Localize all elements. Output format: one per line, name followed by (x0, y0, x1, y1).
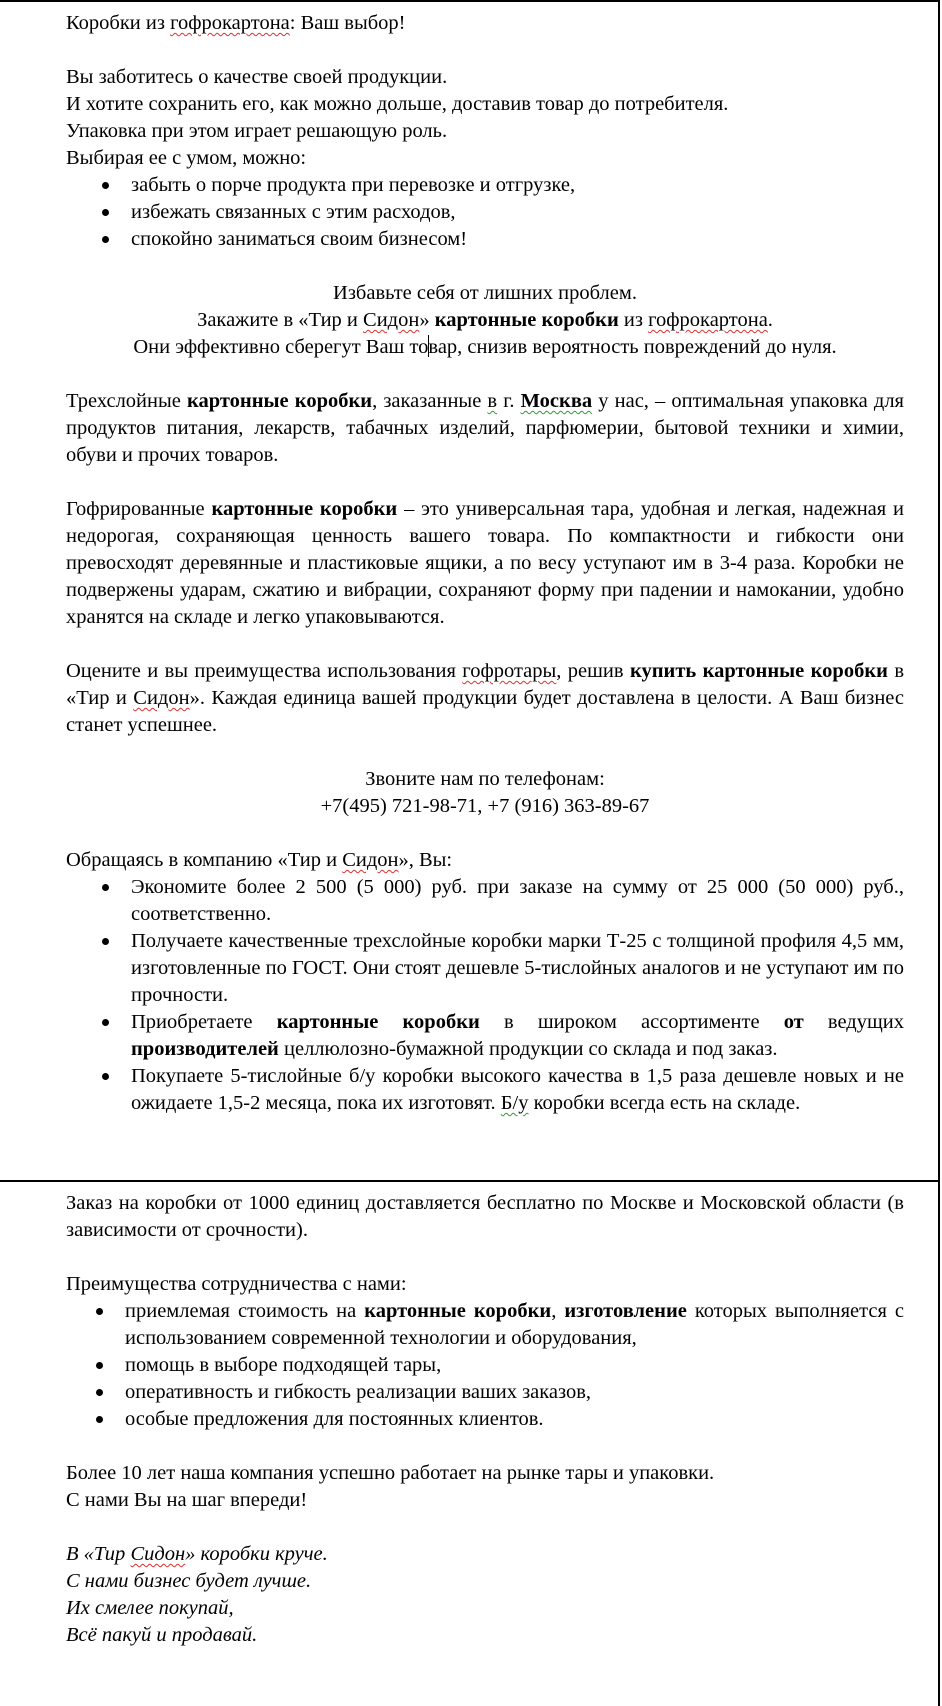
list-item[interactable]: Получаете качественные трехслойные коробки марки Т-25 с толщиной профиля 4,5 мм, изготовленные по ГОСТ. Они стоят дешевле 5-тислойных аналогов и не уступают им по прочности. (66, 928, 904, 1009)
call-us-line[interactable]: Звоните нам по телефонам: (365, 768, 605, 790)
company-benefits-list (66, 874, 904, 1117)
centered-offer (66, 280, 904, 361)
contact-block (66, 766, 904, 820)
company-intro[interactable]: Обращаясь в компанию «Тир и Сидон», Вы: (66, 849, 453, 871)
intro-line[interactable]: Упаковка при этом играет решающую роль. (66, 120, 448, 142)
list-item[interactable]: приемлемая стоимость на картонные коробки, изготовление которых выполняется с использованием современной технологии и оборудования, (66, 1298, 904, 1352)
intro-line[interactable]: Выбирая ее с умом, можно: (66, 147, 307, 169)
offer-line-1[interactable]: Избавьте себя от лишних проблем. (333, 282, 637, 304)
intro-line[interactable]: Вы заботитесь о качестве своей продукции. (66, 66, 448, 88)
list-item[interactable]: избежать связанных с этим расходов, (66, 199, 904, 226)
paragraph-three-layer[interactable]: Трехслойные картонные коробки, заказанные в г. Москва у нас, – оптимальная упаковка для продуктов питания, лекарств, табачных изделий, парфюмерии, бытовой техники и химии, обуви и прочих товаров. (66, 390, 904, 466)
list-item[interactable]: Экономите более 2 500 (5 000) руб. при заказе на сумму от 25 000 (50 000) руб., соответственно. (66, 874, 904, 928)
offer-line-3[interactable]: Они эффективно сберегут Ваш товар, снизив вероятность повреждений до нуля. (133, 336, 837, 358)
spellcheck-word: гофрокартона (170, 12, 290, 34)
benefits-list (66, 172, 904, 253)
closing-line-1[interactable]: Более 10 лет наша компания успешно работает на рынке тары и упаковки. (66, 1462, 715, 1484)
poem-line[interactable]: Их смелее покупай, (66, 1597, 234, 1619)
phone-numbers[interactable]: +7(495) 721-98-71, +7 (916) 363-89-67 (320, 795, 650, 817)
paragraph-advantages[interactable]: Оцените и вы преимущества использования гофротары, решив купить картонные коробки в «Тир и Сидон». Каждая единица вашей продукции будет доставлена в целости. А Ваш бизнес станет успешнее. (66, 660, 904, 736)
closing-line-2[interactable]: С нами Вы на шаг впереди! (66, 1489, 308, 1511)
list-item[interactable]: помощь в выборе подходящей тары, (66, 1352, 904, 1379)
advantages-title[interactable]: Преимущества сотрудничества с нами: (66, 1273, 407, 1295)
list-item[interactable]: Покупаете 5-тислойные б/у коробки высокого качества в 1,5 раза дешевле новых и не ожидаете 1,5-2 месяца, пока их изготовят. Б/у коробки всегда есть на складе. (66, 1063, 904, 1117)
page-right-edge (938, 0, 940, 1706)
list-item[interactable]: оперативность и гибкость реализации ваших заказов, (66, 1379, 904, 1406)
page-top-edge (0, 0, 940, 2)
list-item[interactable]: особые предложения для постоянных клиентов. (66, 1406, 904, 1433)
poem-line[interactable]: В «Тир Сидон» коробки круче. (66, 1543, 328, 1565)
list-item[interactable]: спокойно заниматься своим бизнесом! (66, 226, 904, 253)
poem (66, 1541, 904, 1649)
list-item[interactable]: Приобретаете картонные коробки в широком ассортименте от ведущих производителей целлюлозно-бумажной продукции со склада и под заказ. (66, 1009, 904, 1063)
page-1[interactable] (66, 10, 904, 1117)
list-item[interactable]: забыть о порче продукта при перевозке и отгрузке, (66, 172, 904, 199)
delivery-paragraph[interactable]: Заказ на коробки от 1000 единиц доставляется бесплатно по Москве и Московской области (в зависимости от срочности). (66, 1192, 904, 1241)
intro-line[interactable]: И хотите сохранить его, как можно дольше, доставив товар до потребителя. (66, 93, 729, 115)
document-title[interactable]: Коробки из гофрокартона: Ваш выбор! (66, 12, 406, 34)
offer-line-2[interactable]: Закажите в «Тир и Сидон» картонные коробки из гофрокартона. (197, 309, 773, 331)
page-break-line (0, 1180, 940, 1182)
advantages-list (66, 1298, 904, 1433)
poem-line[interactable]: Всё пакуй и продавай. (66, 1624, 258, 1646)
page-2[interactable] (66, 1190, 904, 1649)
paragraph-corrugated[interactable]: Гофрированные картонные коробки – это универсальная тара, удобная и легкая, надежная и недорогая, сохраняющая ценность вашего товара. По компактности и гибкости они превосходят деревянные и пластиковые ящики, а по весу уступают им в 3-4 раза. Коробки не подвержены ударам, сжатию и вибрации, сохраняют форму при падении и намокании, удобно хранятся на складе и легко упаковываются. (66, 498, 904, 628)
poem-line[interactable]: С нами бизнес будет лучше. (66, 1570, 312, 1592)
